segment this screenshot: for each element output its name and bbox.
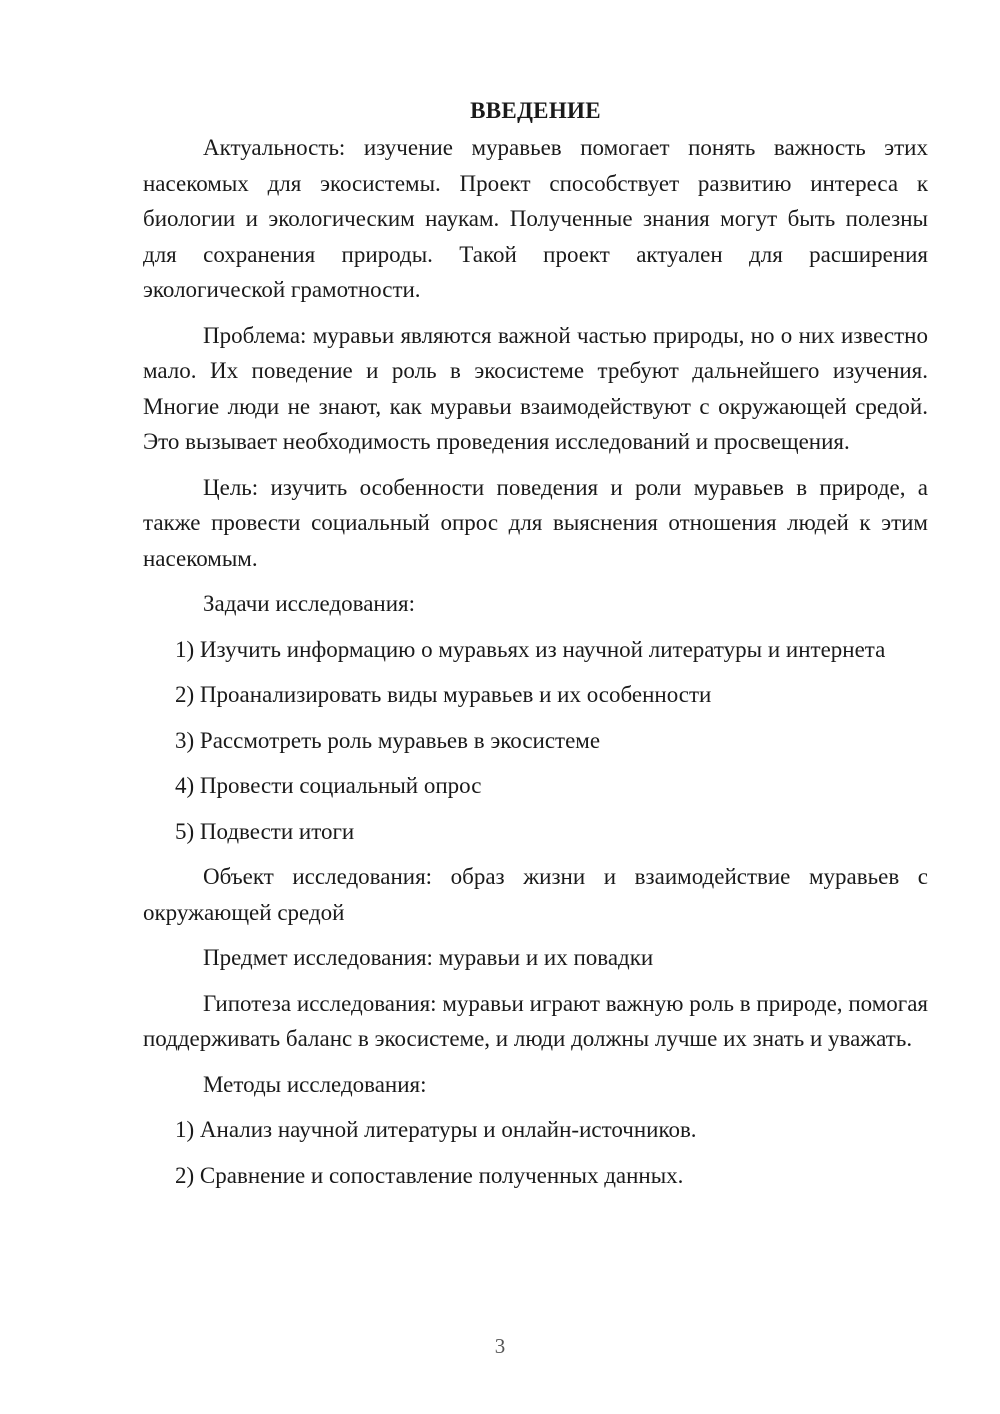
tasks-heading: Задачи исследования:	[203, 591, 416, 616]
section-title: ВВЕДЕНИЕ	[470, 98, 601, 123]
relevance-paragraph: Актуальность: изучение муравьев помогает понять важность этих насекомых для экосистемы. Проект способствует развитию интереса к биологии и экологическим наукам. Полученные знания могут быть полезны для сохранения природы. Такой проект актуален для расширения экологической грамотности.	[143, 135, 928, 302]
methods-heading: Методы исследования:	[203, 1071, 427, 1097]
method-item-2: 2) Сравнение и сопоставление полученных данных.	[175, 1162, 684, 1188]
hypothesis-paragraph: Гипотеза исследования: муравьи играют важную роль в природе, помогая поддерживать баланс в экосистеме, и люди должны лучше их знать и уважать.	[143, 990, 928, 1051]
task-item-1: 1) Изучить информацию о муравьях из научной литературы и интернета	[175, 636, 886, 662]
problem-paragraph: Проблема: муравьи являются важной частью природы, но о них известно мало. Их поведение и роль в экосистеме требуют дальнейшего изучения. Многие люди не знают, как муравьи взаимодействуют с окружающей средой. Это вызывает необходимость проведения исследований и просвещения.	[143, 322, 928, 454]
task-item-2: 2) Проанализировать виды муравьев и их особенности	[175, 682, 712, 707]
object-paragraph: Объект исследования: образ жизни и взаимодействие муравьев с окружающей средой	[143, 864, 928, 925]
task-item-3: 3) Рассмотреть роль муравьев в экосистеме	[175, 727, 601, 753]
method-item-1: 1) Анализ научной литературы и онлайн-источников.	[175, 1117, 697, 1142]
goal-paragraph: Цель: изучить особенности поведения и роли муравьев в природе, а также провести социальный опрос для выяснения отношения людей к этим насекомым.	[143, 474, 928, 571]
subject-paragraph: Предмет исследования: муравьи и их повадки	[203, 945, 654, 970]
page-number: 3	[494, 1334, 506, 1358]
task-item-5: 5) Подвести итоги	[175, 818, 355, 844]
task-item-4: 4) Провести социальный опрос	[175, 773, 482, 798]
document-page	[143, 96, 928, 1203]
